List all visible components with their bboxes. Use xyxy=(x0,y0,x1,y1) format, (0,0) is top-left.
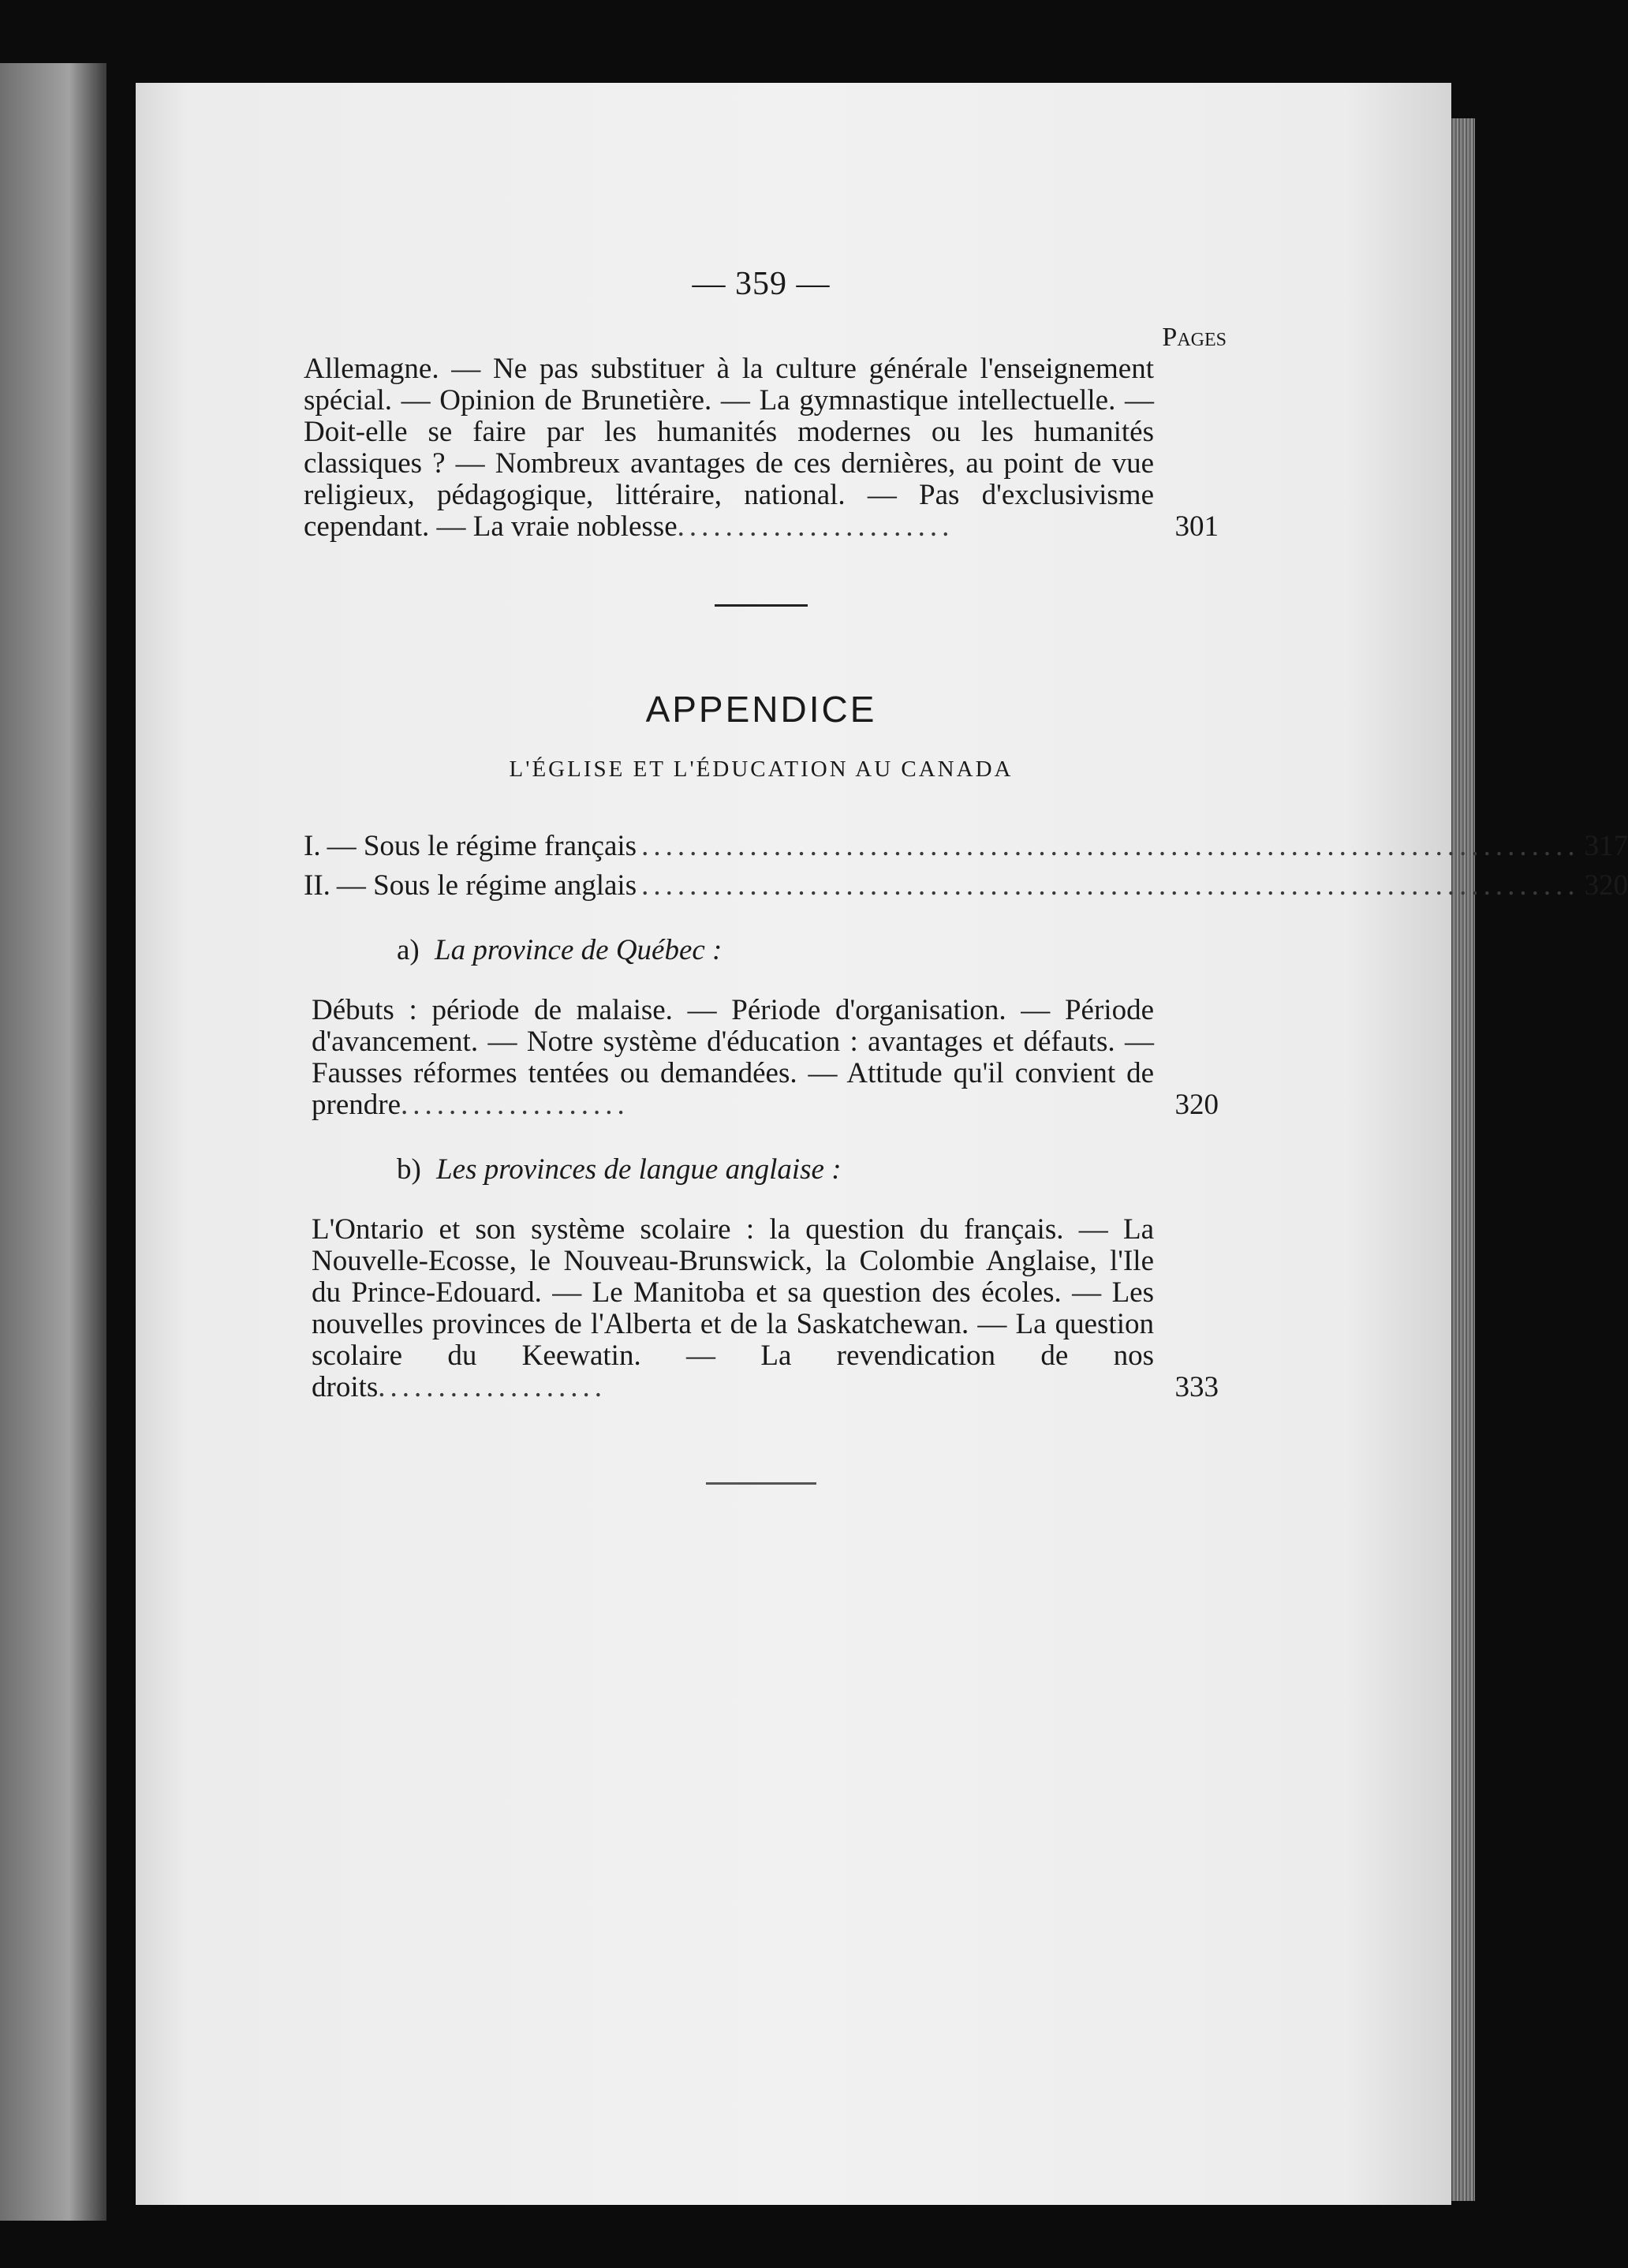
facing-page-edge xyxy=(0,63,106,2221)
dot-leader: ....................... xyxy=(677,510,954,543)
subsection-heading-b xyxy=(397,1154,1219,1186)
page-number: — 359 — xyxy=(692,266,831,302)
section-number: I. xyxy=(304,830,321,862)
subsection-title: Les provinces de langue anglaise : xyxy=(436,1153,842,1186)
toc-entry-text: Allemagne. — Ne pas substituer à la culture générale l'enseignement spécial. — Opinion de Brunetière. — La gymnastique intellectuelle. — Doit-elle se faire par les humanités modernes ou les humanités classiques ? — Nombreux avantages de ces dernières, au point de vue religieux, pédagogique, littéraire, national. — Pas d'exclusivisme cependant. — La vraie noblesse....................... xyxy=(304,353,1154,543)
toc-entry-page: 333 xyxy=(1174,1371,1219,1403)
section-number: II. xyxy=(304,869,330,902)
section-page: 317 xyxy=(1584,830,1628,862)
toc-entry-quebec xyxy=(312,995,1219,1121)
pages-column-label: Pages xyxy=(1162,323,1227,352)
toc-entry-page: 320 xyxy=(1174,1089,1219,1121)
subsection-letter: a) xyxy=(397,934,420,966)
book-spine-edge xyxy=(1451,118,1475,2201)
toc-entry-english-provinces xyxy=(312,1214,1219,1403)
dot-leader: .............................................................................. xyxy=(641,830,1580,862)
page-content xyxy=(304,266,1628,1485)
toc-entry-page: 301 xyxy=(1174,510,1219,543)
section-label: — Sous le régime français xyxy=(327,830,637,862)
section-divider xyxy=(715,604,808,607)
toc-entry-text: Débuts : période de malaise. — Période d'organisation. — Période d'avancement. — Notre système d'éducation : avantages et défauts. — Fausses réformes tentées ou demandées. — Attitude qu'il convient de prendre................... xyxy=(312,994,1154,1121)
subsection-title: La province de Québec : xyxy=(435,934,723,966)
section-page: 320 xyxy=(1584,869,1628,902)
appendix-subtitle: L'ÉGLISE ET L'ÉDUCATION AU CANADA xyxy=(509,757,1014,782)
toc-entry-text: L'Ontario et son système scolaire : la question du français. — La Nouvelle-Ecosse, le Nouveau-Brunswick, la Colombie Anglaise, l'Ile du Prince-Edouard. — Le Manitoba et sa question des écoles. — Les nouvelles provinces de l'Alberta et de la Saskatchewan. — La question scolaire du Keewatin. — La revendication de nos droits................... xyxy=(312,1213,1154,1403)
subsection-letter: b) xyxy=(397,1153,421,1186)
dot-leader: .............................................................................. xyxy=(641,869,1580,902)
toc-section-1 xyxy=(304,830,1628,862)
subsection-heading-a xyxy=(397,935,1219,966)
appendix-title: APPENDICE xyxy=(645,689,877,730)
dot-leader: ................... xyxy=(378,1371,607,1403)
toc-section-2 xyxy=(304,869,1628,902)
toc-entry-allemagne xyxy=(304,353,1219,543)
section-label: — Sous le régime anglais xyxy=(336,869,637,902)
end-divider xyxy=(706,1482,816,1485)
dot-leader: ................... xyxy=(401,1089,629,1121)
